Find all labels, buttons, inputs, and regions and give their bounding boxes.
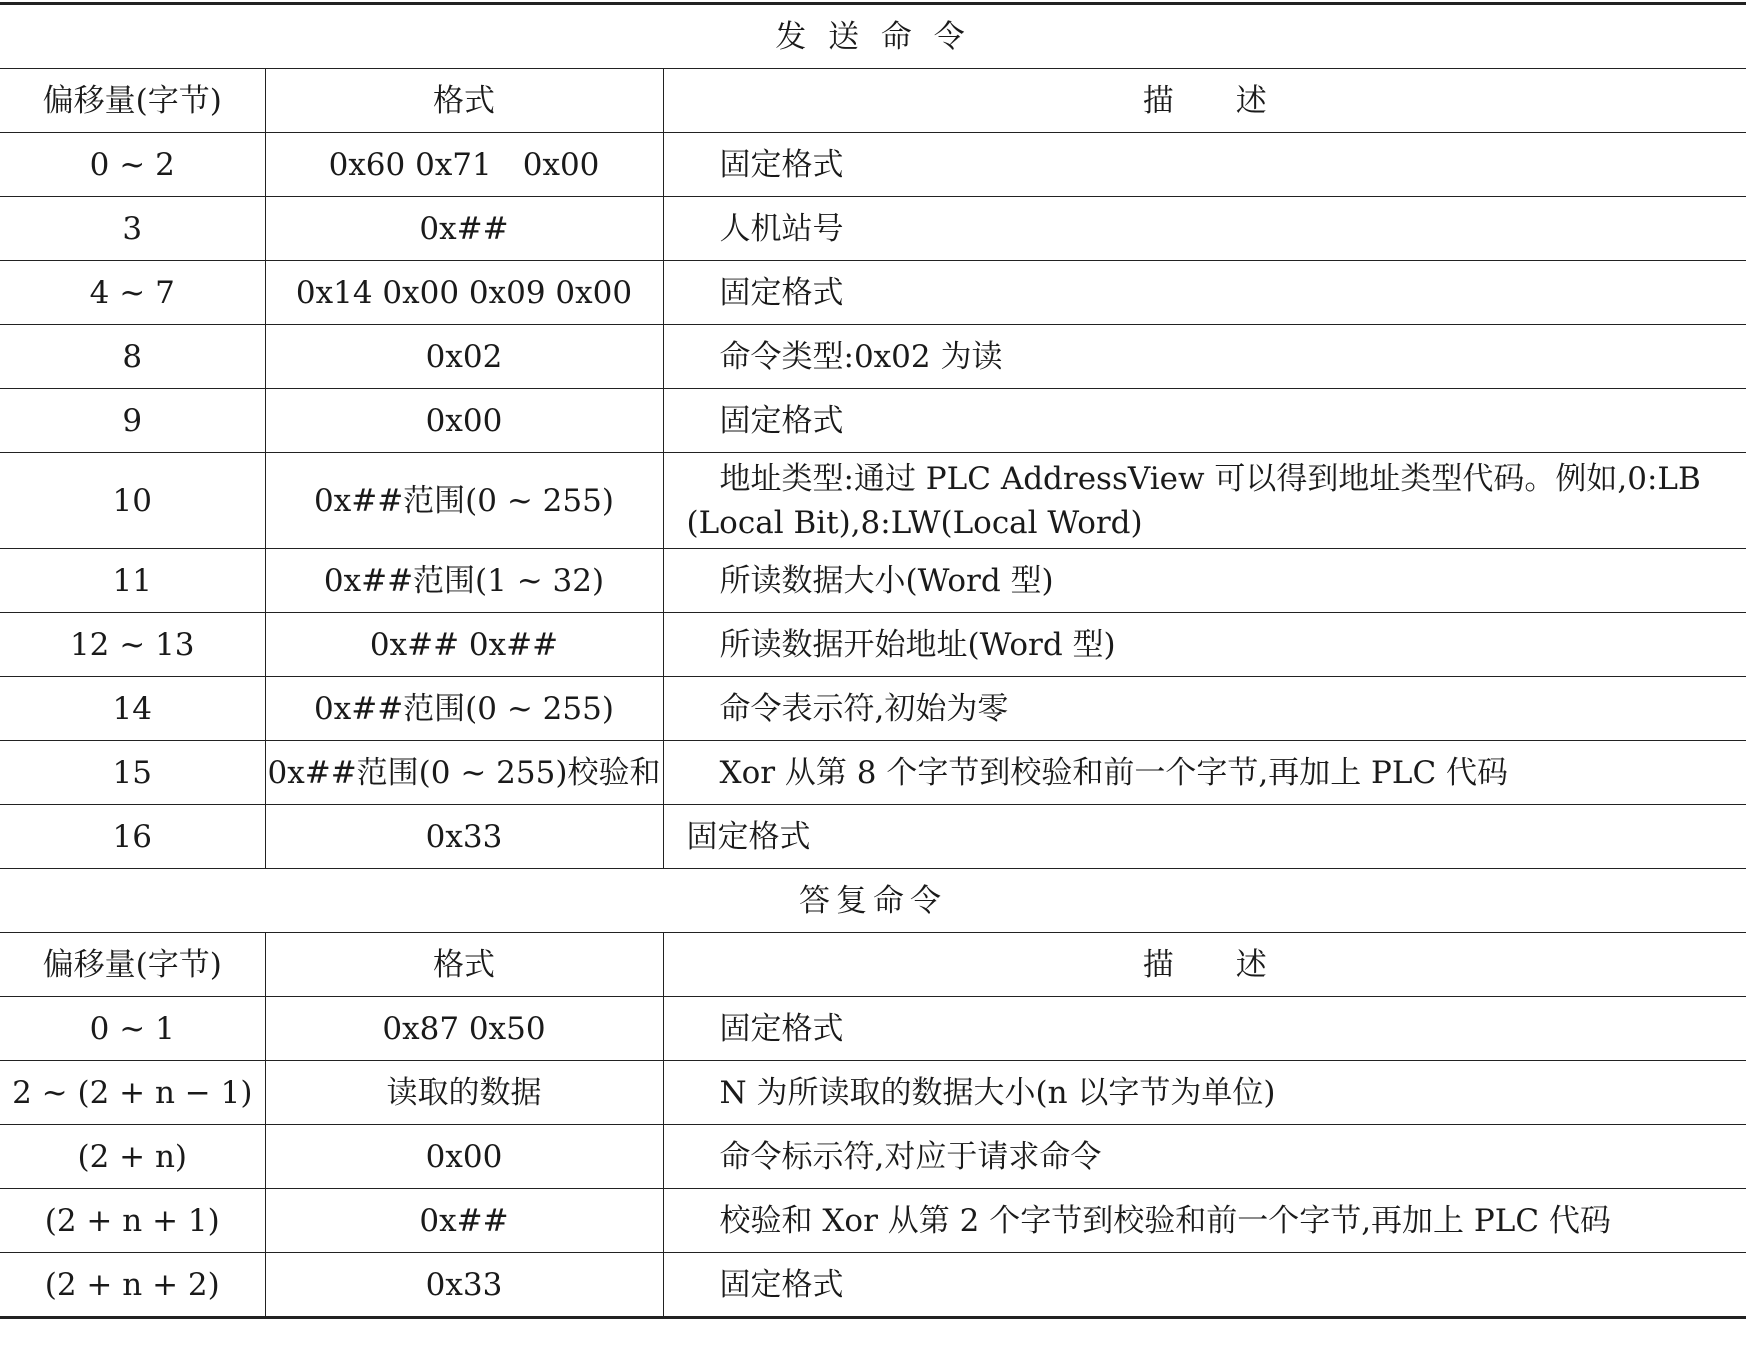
send-section-title: 发 送 命 令	[0, 4, 1746, 69]
description-cell: 命令标示符,对应于请求命令	[663, 1125, 1746, 1189]
table-row	[0, 613, 1746, 677]
header-format: 格式	[265, 69, 663, 133]
format-cell: 0x02	[265, 325, 663, 389]
description-cell: 所读数据大小(Word 型)	[663, 549, 1746, 613]
send-header-row	[0, 69, 1746, 133]
offset-cell: 14	[0, 677, 265, 741]
table-row	[0, 677, 1746, 741]
offset-cell: 3	[0, 197, 265, 261]
description-cell: N 为所读取的数据大小(n 以字节为单位)	[663, 1061, 1746, 1125]
format-cell: 0x33	[265, 805, 663, 869]
description-cell: 固定格式	[663, 133, 1746, 197]
reply-header-row	[0, 933, 1746, 997]
description-cell: 固定格式	[663, 1253, 1746, 1318]
header-offset: 偏移量(字节)	[0, 69, 265, 133]
table-row	[0, 1125, 1746, 1189]
format-cell: 0x60 0x71 0x00	[265, 133, 663, 197]
offset-cell: 9	[0, 389, 265, 453]
format-cell: 0x## 0x##	[265, 613, 663, 677]
offset-cell: 4 ~ 7	[0, 261, 265, 325]
offset-cell: 16	[0, 805, 265, 869]
table-row	[0, 261, 1746, 325]
format-cell: 读取的数据	[265, 1061, 663, 1125]
format-cell: 0x##范围(0 ~ 255)校验和	[265, 741, 663, 805]
format-cell: 0x##范围(1 ~ 32)	[265, 549, 663, 613]
reply-section-title-row	[0, 869, 1746, 933]
description-cell: 校验和 Xor 从第 2 个字节到校验和前一个字节,再加上 PLC 代码	[663, 1189, 1746, 1253]
format-cell: 0x87 0x50	[265, 997, 663, 1061]
offset-cell: 8	[0, 325, 265, 389]
format-cell: 0x##范围(0 ~ 255)	[265, 453, 663, 549]
format-cell: 0x33	[265, 1253, 663, 1318]
table-row	[0, 741, 1746, 805]
description-cell: 地址类型:通过 PLC AddressView 可以得到地址类型代码。例如,0:LB (Local Bit),8:LW(Local Word)	[663, 453, 1746, 549]
description-cell: Xor 从第 8 个字节到校验和前一个字节,再加上 PLC 代码	[663, 741, 1746, 805]
offset-cell: 15	[0, 741, 265, 805]
table-row	[0, 1061, 1746, 1125]
table-row	[0, 453, 1746, 549]
table-row	[0, 805, 1746, 869]
offset-cell: 0 ~ 2	[0, 133, 265, 197]
header-description: 描 述	[663, 933, 1746, 997]
description-cell: 命令类型:0x02 为读	[663, 325, 1746, 389]
format-cell: 0x14 0x00 0x09 0x00	[265, 261, 663, 325]
offset-cell: 2 ~ (2 + n − 1)	[0, 1061, 265, 1125]
description-cell: 固定格式	[663, 805, 1746, 869]
table-row	[0, 197, 1746, 261]
format-cell: 0x##范围(0 ~ 255)	[265, 677, 663, 741]
table-row	[0, 325, 1746, 389]
table-row	[0, 133, 1746, 197]
reply-section-title: 答复命令	[0, 869, 1746, 933]
offset-cell: (2 + n + 2)	[0, 1253, 265, 1318]
description-cell: 固定格式	[663, 997, 1746, 1061]
format-cell: 0x00	[265, 389, 663, 453]
send-section-title-row	[0, 4, 1746, 69]
table-row	[0, 997, 1746, 1061]
description-cell: 固定格式	[663, 389, 1746, 453]
offset-cell: 11	[0, 549, 265, 613]
format-cell: 0x##	[265, 1189, 663, 1253]
offset-cell: 12 ~ 13	[0, 613, 265, 677]
table-row	[0, 1189, 1746, 1253]
table-row	[0, 389, 1746, 453]
offset-cell: (2 + n + 1)	[0, 1189, 265, 1253]
header-offset: 偏移量(字节)	[0, 933, 265, 997]
header-format: 格式	[265, 933, 663, 997]
description-cell: 所读数据开始地址(Word 型)	[663, 613, 1746, 677]
protocol-table	[0, 2, 1746, 1319]
table-row	[0, 549, 1746, 613]
header-description: 描 述	[663, 69, 1746, 133]
description-cell: 人机站号	[663, 197, 1746, 261]
format-cell: 0x##	[265, 197, 663, 261]
format-cell: 0x00	[265, 1125, 663, 1189]
description-cell: 固定格式	[663, 261, 1746, 325]
table-row	[0, 1253, 1746, 1318]
offset-cell: 0 ~ 1	[0, 997, 265, 1061]
description-cell: 命令表示符,初始为零	[663, 677, 1746, 741]
offset-cell: (2 + n)	[0, 1125, 265, 1189]
offset-cell: 10	[0, 453, 265, 549]
